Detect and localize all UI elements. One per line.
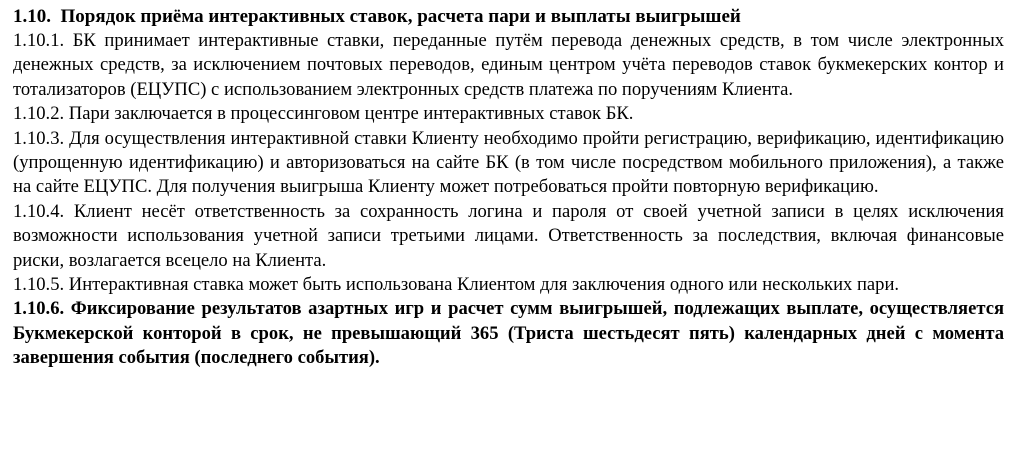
paragraph-text: БК принимает интерактивные ставки, переданные путём перевода денежных средств, в том числе электронных денежных средств, за исключением почтовых переводов, единым центром учёта переводов ставок букмекерских контор и тотализаторов (ЕЦУПС) с использованием электронных средств платежа по поручениям Клиента.: [13, 30, 1004, 100]
section-heading: [13, 5, 1004, 29]
paragraph-text: Пари заключается в процессинговом центре интерактивных ставок БК.: [68, 103, 634, 125]
paragraph-1-10-2: [13, 102, 1004, 126]
section-title: Порядок приёма интерактивных ставок, расчета пари и выплаты выигрышей: [60, 6, 741, 27]
paragraph-text: Для осуществления интерактивной ставки Клиенту необходимо пройти регистрацию, верификацию, идентификацию (упрощенную идентификацию) и авторизоваться на сайте БК (в том числе посредством мобильного приложения), а также на сайте ЕЦУПС. Для получения выигрыша Клиенту может потребоваться пройти повторную верификацию.: [13, 127, 1004, 198]
paragraph-number: 1.10.1.: [13, 30, 65, 51]
paragraph-number: 1.10.4.: [13, 200, 65, 222]
paragraph-number: 1.10.6.: [13, 298, 65, 320]
paragraph-text: Клиент несёт ответственность за сохранность логина и пароля от своей учетной записи в целях исключения возможности использования учетной записи третьими лицами. Ответственность за последствия, включая финансовые риски, возлагается всецело на Клиента.: [13, 200, 1004, 271]
paragraph-1-10-3: [13, 127, 1004, 200]
paragraph-1-10-4: [13, 200, 1004, 273]
paragraph-number: 1.10.3.: [13, 127, 65, 149]
paragraph-number: 1.10.5.: [13, 274, 65, 296]
paragraph-1-10-6: [13, 297, 1004, 370]
paragraph-text: Интерактивная ставка может быть использована Клиентом для заключения одного или нескольких пари.: [68, 274, 900, 296]
section-number: 1.10.: [13, 6, 51, 27]
paragraph-text: Фиксирование результатов азартных игр и расчет сумм выигрышей, подлежащих выплате, осуществляется Букмекерской конторой в срок, не превышающий 365 (Триста шестьдесят пять) календарных дней с момента завершения события (последнего события).: [13, 298, 1005, 369]
paragraph-1-10-5: [13, 273, 1004, 297]
paragraph-1-10-1: [13, 29, 1004, 102]
paragraph-number: 1.10.2.: [13, 103, 65, 125]
